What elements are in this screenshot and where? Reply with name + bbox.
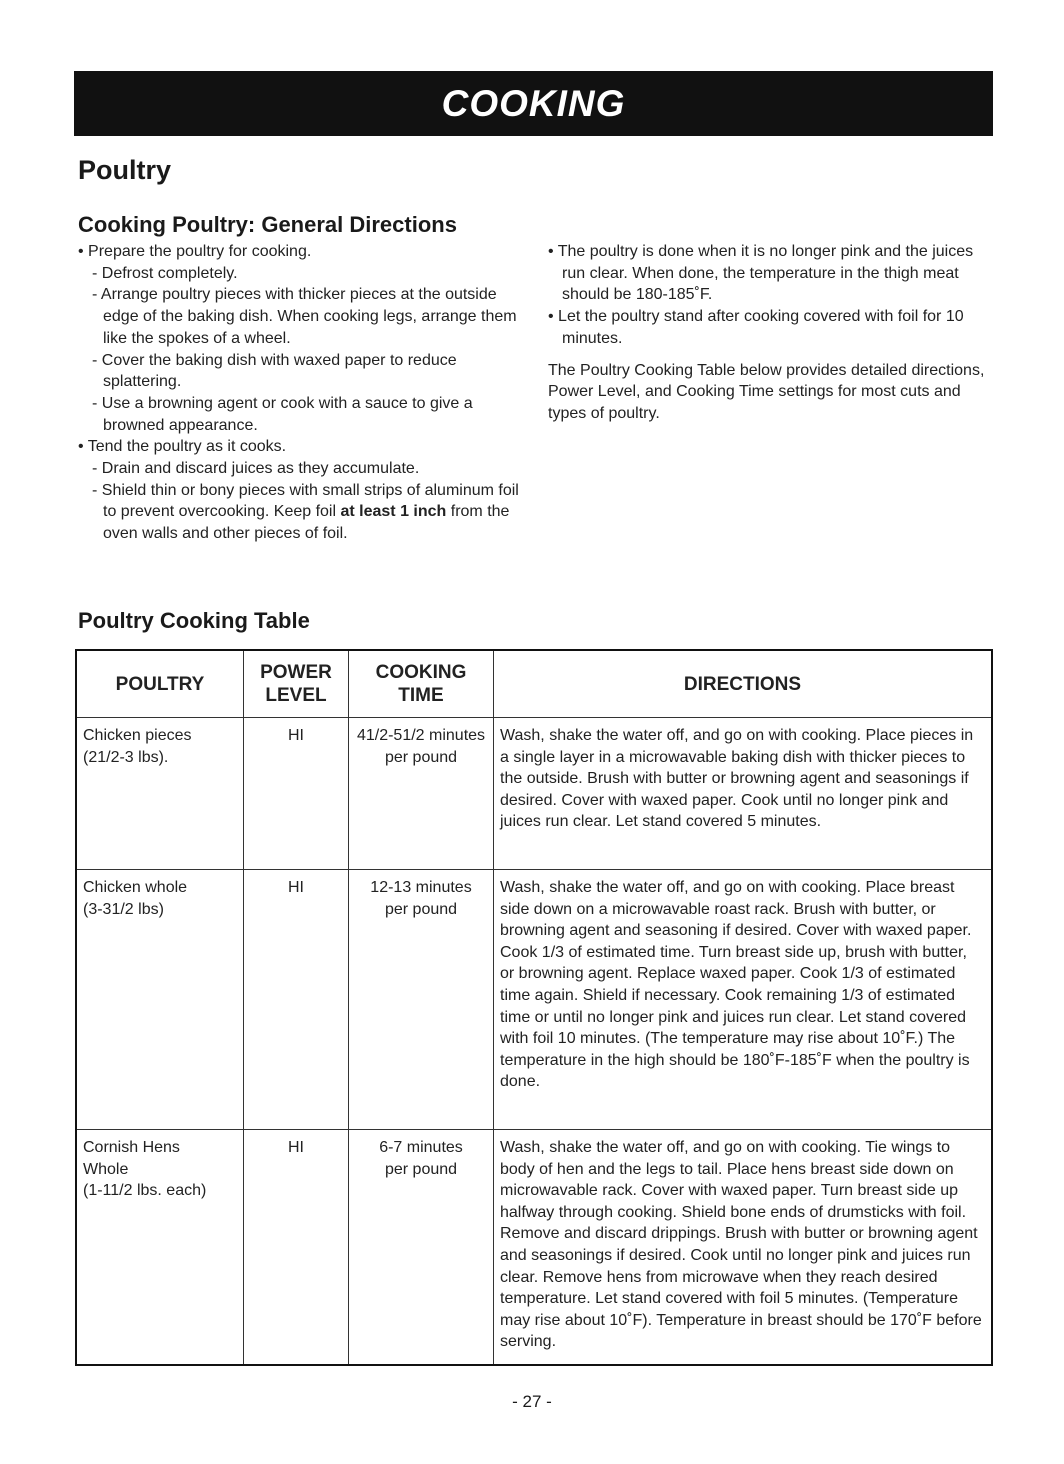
cell-time: 6-7 minutes per pound <box>349 1130 494 1365</box>
prepare-bullet: • Prepare the poultry for cooking. <box>78 243 312 260</box>
tend-bullet: • Tend the poultry as it cooks. <box>78 438 287 456</box>
section-title: Poultry <box>78 155 172 185</box>
poultry-cooking-table <box>75 649 993 1366</box>
general-directions-left-column <box>78 241 528 545</box>
shield-text-bold: at least 1 inch <box>340 503 447 521</box>
cell-time: 41/2-51/2 minutes per pound <box>349 718 494 870</box>
tend-item: - Drain and discard juices as they accumulate. <box>92 460 420 478</box>
header-directions: DIRECTIONS <box>494 650 993 718</box>
general-directions-right-column <box>548 241 998 425</box>
prepare-item: - Defrost completely. <box>92 264 238 282</box>
header-cooking-time: COOKING TIME <box>349 650 494 718</box>
table-row <box>76 718 992 870</box>
cell-directions: Wash, shake the water off, and go on with cooking. Tie wings to body of hen and the legs to tail. Place hens breast side down on microwavable rack. Cover with waxed paper. Turn breast side up halfway through cooking. Shield bone ends of drumsticks with foil. Remove and discard drippings. Brush with butter or browning agent and seasonings if desired. Cook until no longer pink and juices run clear. Remove hens from microwave when they reach desired temperature. Let stand covered with foil 5 minutes. (Temperature may rise about 10˚F). Temperature in breast should be 170˚F before serving. <box>494 1130 993 1365</box>
table-title: Poultry Cooking Table <box>78 608 310 633</box>
cell-poultry: Chicken whole (3-31/2 lbs) <box>76 870 244 1130</box>
tend-item-shield <box>78 480 528 545</box>
cell-poultry: Chicken pieces (21/2-3 lbs). <box>76 718 244 870</box>
cell-time: 12-13 minutes per pound <box>349 870 494 1130</box>
cell-directions: Wash, shake the water off, and go on with cooking. Place breast side down on a microwavable roast rack. Brush with butter, or browning agent and seasoning if desired. Cover with waxed paper. Cook 1/3 of estimated time. Turn breast side up, brush with butter, or browning agent. Replace waxed paper. Cook 1/3 of estimated time again. Shield if necessary. Cook remaining 1/3 of estimated time or until no longer pink and juices run clear. Let stand covered with foil 10 minutes. (The temperature may rise about 10˚F.) The temperature in the high should be 180˚F-185˚F when the poultry is done. <box>494 870 993 1130</box>
header-title: COOKING <box>441 82 626 124</box>
cell-power: HI <box>244 1130 349 1365</box>
header-power-level: POWER LEVEL <box>244 650 349 718</box>
shield-text-start: - Shield thin or bony pieces with small strips of aluminum foil to prevent overcooking. Keep foil <box>92 481 519 521</box>
shield-text-end: from the oven walls and other pieces of foil. <box>103 503 510 543</box>
prepare-item: - Use a browning agent or cook with a sauce to give a browned appearance. <box>92 394 473 434</box>
cell-power: HI <box>244 870 349 1130</box>
header-bar <box>74 71 993 136</box>
prepare-item: - Arrange poultry pieces with thicker pieces at the outside edge of the baking dish. When cooking legs, arrange them like the spokes of a wheel. <box>92 286 517 347</box>
header-poultry: POULTRY <box>76 650 244 718</box>
cell-poultry: Cornish Hens Whole (1-11/2 lbs. each) <box>76 1130 244 1365</box>
cell-power: HI <box>244 718 349 870</box>
table-row <box>76 870 992 1130</box>
cell-directions: Wash, shake the water off, and go on with cooking. Place pieces in a single layer in a microwavable baking dish with thicker pieces to the outside. Brush with butter or browning agent and seasonings if desired. Cover with waxed paper. Cook until no longer pink and juices run clear. Let stand covered 5 minutes. <box>494 718 993 870</box>
prepare-item: - Cover the baking dish with waxed paper to reduce splattering. <box>92 351 457 391</box>
stand-bullet: • Let the poultry stand after cooking covered with foil for 10 minutes. <box>548 308 964 347</box>
table-row <box>76 1130 992 1365</box>
general-directions-title: Cooking Poultry: General Directions <box>78 212 457 237</box>
table-intro: The Poultry Cooking Table below provides detailed directions, Power Level, and Cooking Time settings for most cuts and types of poultry. <box>548 361 985 422</box>
done-bullet: • The poultry is done when it is no longer pink and the juices run clear. When done, the temperature in the thigh meat should be 180-185˚F. <box>548 243 974 304</box>
table-header-row <box>76 650 992 718</box>
page-number: - 27 - <box>512 1392 552 1411</box>
